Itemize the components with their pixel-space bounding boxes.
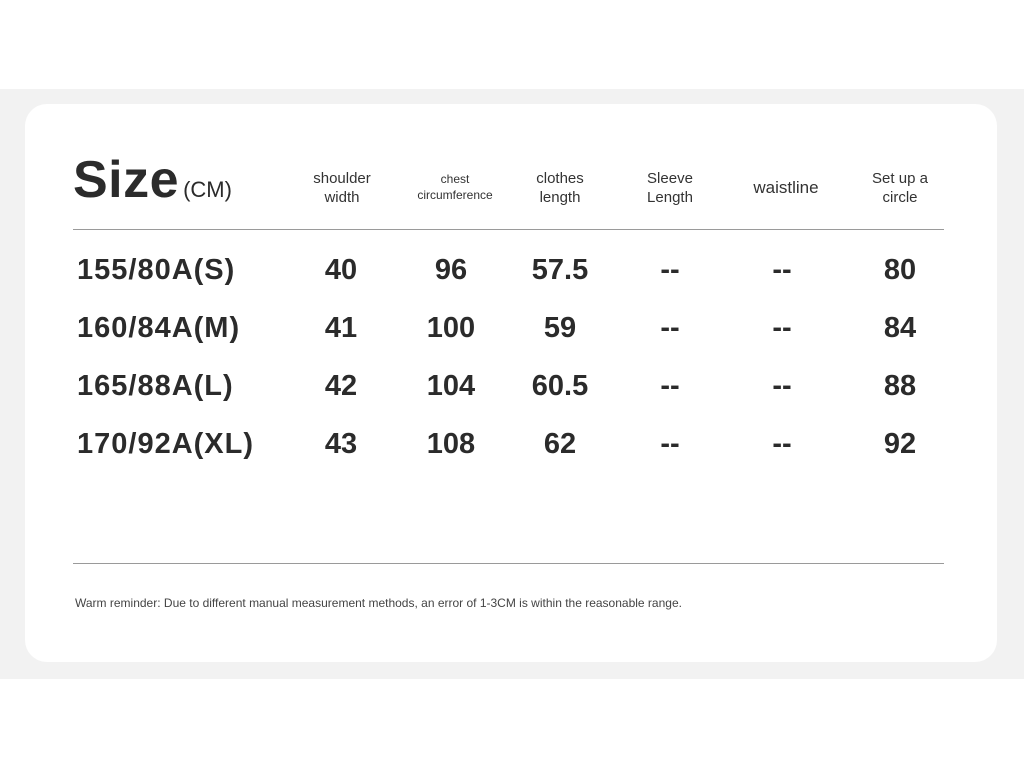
- header-waistline: waistline: [753, 177, 819, 197]
- set-up-circle-value: 80: [883, 254, 917, 286]
- sleeve-length-value: --: [660, 312, 680, 344]
- header-chest-circumference: chest circumference: [417, 172, 493, 202]
- clothes-length-value: 57.5: [531, 254, 589, 286]
- waistline-value: --: [772, 312, 792, 344]
- size-label: 165/88A(L): [77, 370, 234, 402]
- sleeve-length-value: --: [660, 370, 680, 402]
- chest-value: 104: [426, 370, 476, 402]
- clothes-length-value: 60.5: [531, 370, 589, 402]
- shoulder-width-value: 40: [324, 254, 358, 286]
- table-row: [0, 366, 1024, 406]
- title-unit: (CM): [183, 177, 232, 202]
- header-shoulder-width: shoulder width: [313, 169, 371, 206]
- size-label: 170/92A(XL): [77, 428, 255, 460]
- chest-value: 96: [434, 254, 468, 286]
- chest-value: 108: [426, 428, 476, 460]
- header-set-up-circle: Set up a circle: [872, 169, 928, 206]
- table-row: [0, 250, 1024, 290]
- sleeve-length-value: --: [660, 254, 680, 286]
- shoulder-width-value: 41: [324, 312, 358, 344]
- waistline-value: --: [772, 254, 792, 286]
- table-row: [0, 308, 1024, 348]
- header-clothes-length: clothes length: [536, 169, 584, 206]
- warm-reminder-note: Warm reminder: Due to different manual measurement methods, an error of 1-3CM is within the reasonable range.: [75, 596, 682, 610]
- chest-value: 100: [426, 312, 476, 344]
- clothes-length-value: 62: [543, 428, 577, 460]
- footer-divider: [73, 563, 944, 564]
- set-up-circle-value: 88: [883, 370, 917, 402]
- size-label: 155/80A(S): [77, 254, 236, 286]
- header-sleeve-length: Sleeve Length: [647, 169, 693, 206]
- set-up-circle-value: 92: [883, 428, 917, 460]
- title-main: Size: [73, 151, 180, 209]
- size-label: 160/84A(M): [77, 312, 241, 344]
- header-divider: [73, 229, 944, 230]
- table-row: [0, 424, 1024, 464]
- shoulder-width-value: 43: [324, 428, 358, 460]
- waistline-value: --: [772, 370, 792, 402]
- shoulder-width-value: 42: [324, 370, 358, 402]
- size-chart-title: [73, 150, 232, 210]
- set-up-circle-value: 84: [883, 312, 917, 344]
- clothes-length-value: 59: [543, 312, 577, 344]
- sleeve-length-value: --: [660, 428, 680, 460]
- waistline-value: --: [772, 428, 792, 460]
